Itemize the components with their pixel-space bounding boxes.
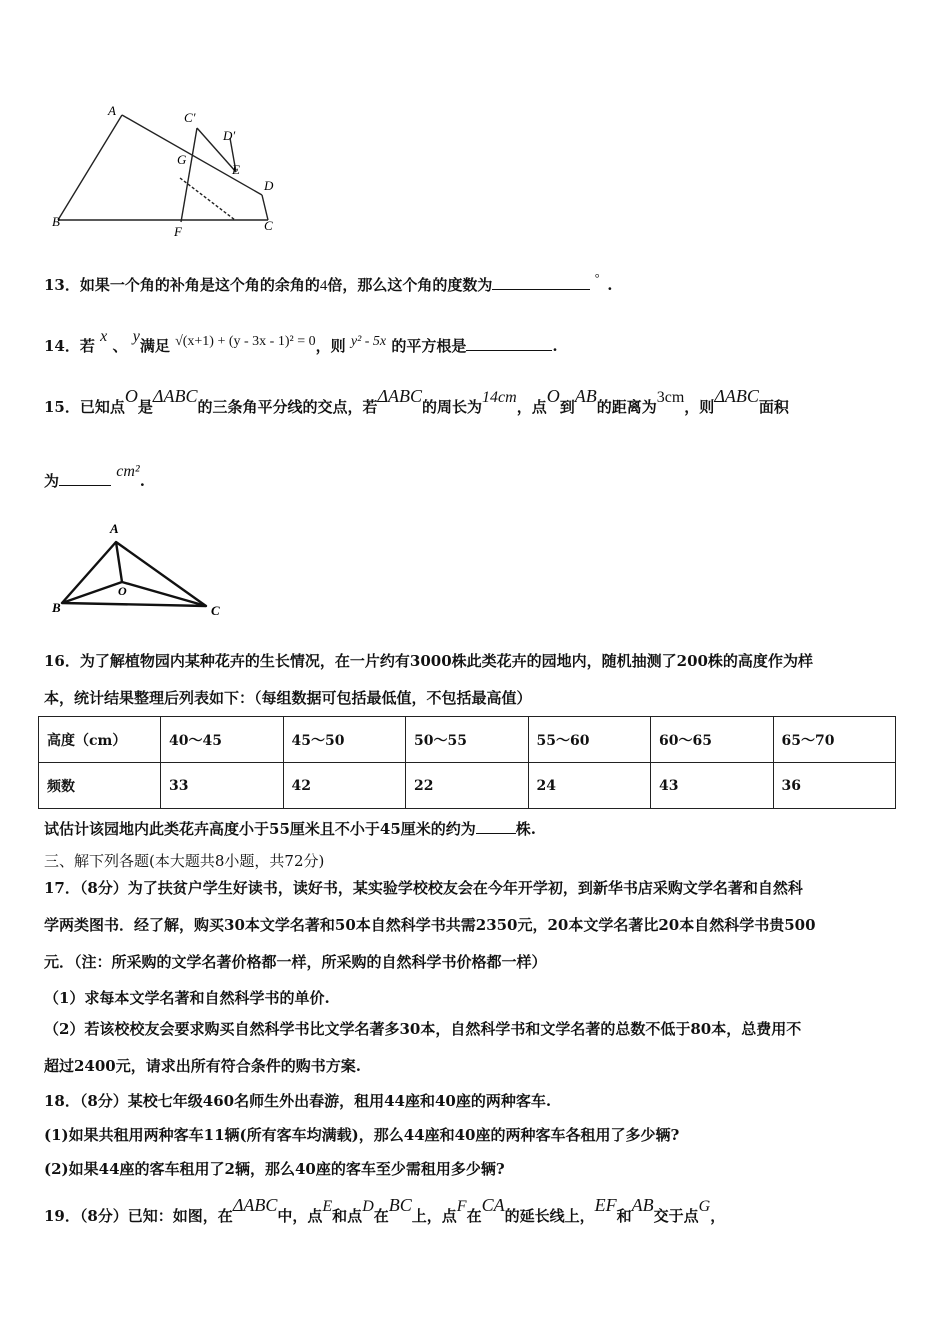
fig2-label-C: C — [211, 603, 220, 618]
question-19: 19．（8分）已知：如图，在ΔABC中，点E和点D在BC上，点F在CA的延长线上，EF和AB交于点G， — [44, 1195, 726, 1225]
question-16-line3: 试估计该园地内此类花卉高度小于55厘米且不小于45厘米的约为 株. — [44, 820, 536, 838]
equation: √(x+1) + (y - 3x - 1)² = 0 — [175, 334, 316, 349]
section-heading: 三、解下列各题(本大题共8小题，共72分) — [44, 852, 325, 870]
fig1-label-F: F — [174, 224, 182, 239]
fig2-label-A: A — [110, 521, 119, 536]
table-cell: 50～55 — [406, 717, 529, 763]
table-cell: 24 — [528, 763, 651, 809]
table-cell: 43 — [651, 763, 774, 809]
question-15: 15．已知点O是ΔABC的三条角平分线的交点，若ΔABC的周长为14cm，点O到AB的距离为3cm，则ΔABC面积 — [44, 386, 789, 416]
table-cell: 40～45 — [161, 717, 284, 763]
table-cell: 33 — [161, 763, 284, 809]
table-cell: 55～60 — [528, 717, 651, 763]
table-cell: 65～70 — [773, 717, 896, 763]
answer-blank[interactable] — [492, 275, 590, 290]
table-cell: 36 — [773, 763, 896, 809]
question-17-part1: （1）求每本文学名著和自然科学书的单价. — [44, 989, 330, 1007]
question-17-line1: 17．（8分）为了扶贫户学生好读书，读好书，某实验学校校友会在今年开学初，到新华书店采购文学名著和自然科 — [44, 879, 803, 897]
figure-quadrilateral — [40, 100, 290, 240]
question-17-part2: （2）若该校校友会要求购买自然科学书比文学名著多30本，自然科学书和文学名著的总数不低于80本，总费用不 — [44, 1020, 802, 1038]
question-18-part2: (2)如果44座的客车租用了2辆，那么40座的客车至少需租用多少辆? — [44, 1160, 505, 1178]
fig1-label-D: D — [264, 178, 274, 193]
question-14: 14．若 x 、 y满足 √(x+1) + (y - 3x - 1)² = 0，则 y² - 5x 的平方根是 . — [44, 328, 558, 355]
fig1-label-B: B — [52, 214, 60, 229]
question-15-line2: 为 cm². — [44, 463, 145, 490]
table-cell: 60～65 — [651, 717, 774, 763]
answer-blank[interactable] — [59, 471, 111, 486]
fig1-label-G: G — [177, 152, 187, 167]
table-row — [39, 763, 896, 809]
fig1-label-C: C — [264, 218, 273, 233]
question-16-line2: 本，统计结果整理后列表如下：（每组数据可包括最低值，不包括最高值） — [44, 689, 532, 707]
question-18-part1: (1)如果共租用两种客车11辆(所有客车均满载)，那么44座和40座的两种客车各租用了多少辆? — [44, 1126, 680, 1144]
question-18-line1: 18．（8分）某校七年级460名师生外出春游，租用44座和40座的两种客车. — [44, 1092, 552, 1110]
fig2-label-O: O — [118, 584, 127, 598]
question-17-line6: 超过2400元，请求出所有符合条件的购书方案. — [44, 1057, 361, 1075]
frequency-table — [38, 716, 896, 809]
table-cell: 42 — [283, 763, 406, 809]
question-13: 13．如果一个角的补角是这个角的余角的4倍，那么这个角的度数为 ° . — [44, 271, 613, 294]
fig2-label-B: B — [52, 600, 61, 615]
table-cell: 45～50 — [283, 717, 406, 763]
question-17-line3: 元．（注：所采购的文学名著价格都一样，所采购的自然科学书价格都一样） — [44, 953, 547, 971]
question-17-line2: 学两类图书．经了解，购买30本文学名著和50本自然科学书共需2350元，20本文学名著比20本自然科学书贵500 — [44, 916, 816, 934]
answer-blank[interactable] — [466, 336, 552, 351]
table-cell: 高度（cm） — [39, 717, 161, 763]
answer-blank[interactable] — [476, 819, 516, 834]
fig1-label-A: A — [108, 103, 116, 118]
fig1-label-D1: D′ — [223, 128, 236, 143]
table-cell: 22 — [406, 763, 529, 809]
table-row — [39, 717, 896, 763]
figure-triangle — [48, 520, 228, 620]
fig1-label-E: E — [232, 162, 240, 177]
fig1-label-C1: C′ — [184, 110, 196, 125]
table-cell: 频数 — [39, 763, 161, 809]
question-16-line1: 16．为了解植物园内某种花卉的生长情况，在一片约有3000株此类花卉的园地内，随机抽测了200株的高度作为样 — [44, 652, 813, 670]
